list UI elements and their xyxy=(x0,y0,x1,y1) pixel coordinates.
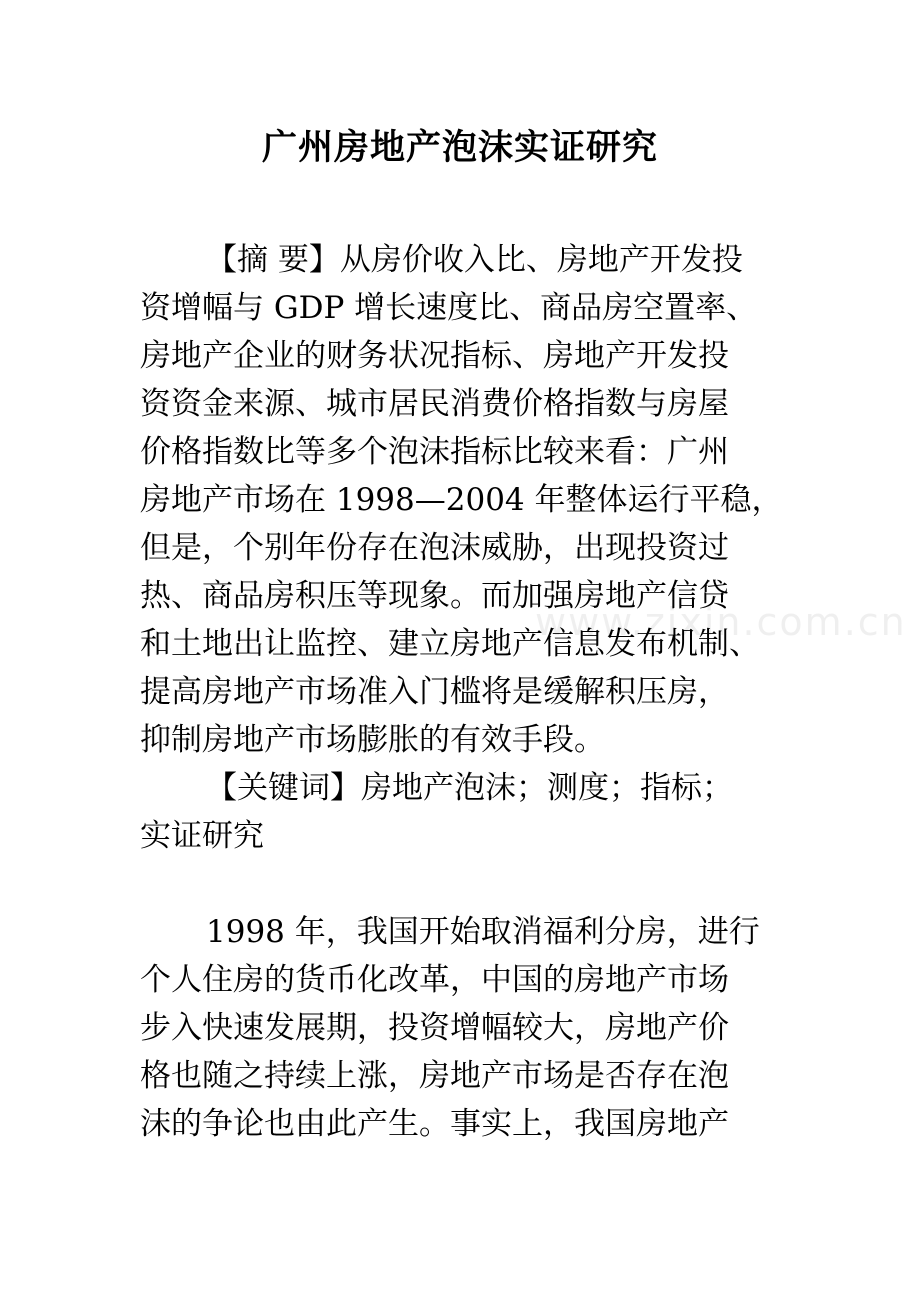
body-line: 个人住房的货币化改革，中国的房地产市场 xyxy=(140,962,729,998)
body-section xyxy=(140,908,800,1148)
abstract-line: 【摘 要】从房价收入比、房地产开发投 xyxy=(206,242,743,278)
abstract-line: 房地产市场在 1998—2004 年整体运行平稳， xyxy=(140,482,783,518)
keywords-section xyxy=(140,764,800,860)
keywords-line: 实证研究 xyxy=(140,818,264,854)
abstract-line: 价格指数比等多个泡沫指标比较来看：广州 xyxy=(140,434,729,470)
body-line: 沫的争论也由此产生。事实上，我国房地产 xyxy=(140,1106,729,1142)
abstract-line: 热、商品房积压等现象。而加强房地产信贷 xyxy=(140,578,729,614)
abstract-line: 房地产企业的财务状况指标、房地产开发投 xyxy=(140,338,729,374)
abstract-section xyxy=(140,236,800,764)
abstract-line: 提高房地产市场准入门槛将是缓解积压房， xyxy=(140,674,729,710)
document-title: 广州房地产泡沫实证研究 xyxy=(261,127,658,168)
abstract-line: 资资金来源、城市居民消费价格指数与房屋 xyxy=(140,386,729,422)
watermark: www.zixin.com.cn xyxy=(535,600,907,644)
keywords-line: 【关键词】房地产泡沫；测度；指标； xyxy=(206,770,733,806)
abstract-line: 但是，个别年份存在泡沫威胁，出现投资过 xyxy=(140,530,729,566)
abstract-line: 和土地出让监控、建立房地产信息发布机制、 xyxy=(140,626,760,662)
body-line: 1998 年，我国开始取消福利分房，进行 xyxy=(206,914,760,950)
body-line: 步入快速发展期，投资增幅较大，房地产价 xyxy=(140,1010,729,1046)
body-line: 格也随之持续上涨，房地产市场是否存在泡 xyxy=(140,1058,729,1094)
abstract-line: 抑制房地产市场膨胀的有效手段。 xyxy=(140,722,605,758)
abstract-line: 资增幅与 GDP 增长速度比、商品房空置率、 xyxy=(140,290,758,326)
